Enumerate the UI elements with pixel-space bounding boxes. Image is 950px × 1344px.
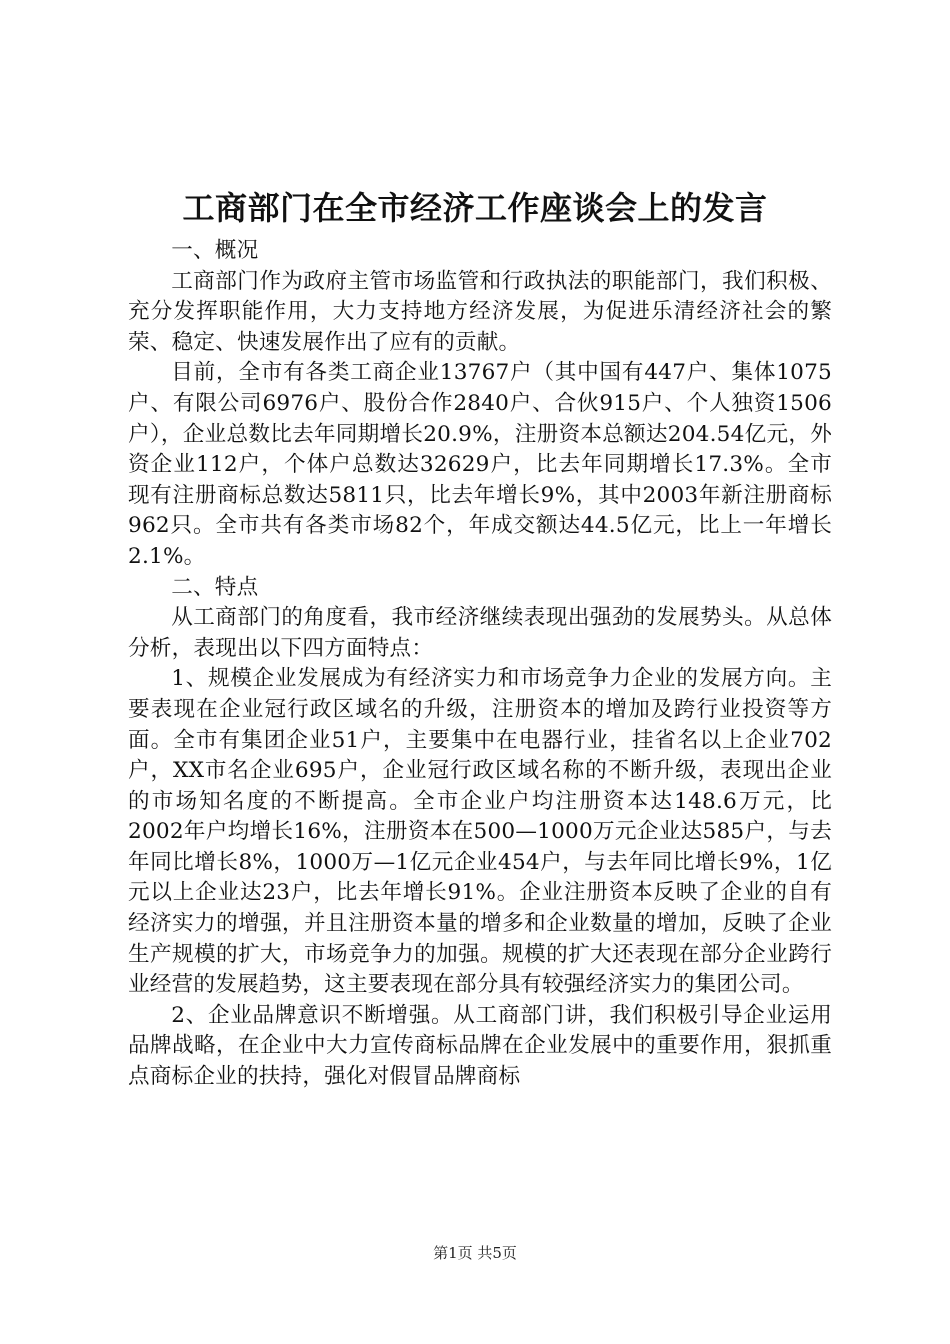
paragraph-feature-2: 2、企业品牌意识不断增强。从工商部门讲，我们积极引导企业运用品牌战略，在企业中大力宣传商标品牌在企业发展中的重要作用，狠抓重点商标企业的扶持，强化对假冒品牌商标 <box>128 1002 832 1090</box>
document-title: 工商部门在全市经济工作座谈会上的发言 <box>182 189 768 227</box>
document-body <box>128 236 832 1093</box>
section-heading-overview: 一、概况 <box>171 238 259 263</box>
section-heading-features: 二、特点 <box>171 574 259 600</box>
paragraph-intro: 工商部门作为政府主管市场监管和行政执法的职能部门，我们积极、充分发挥职能作用，大力支持地方经济发展，为促进乐清经济社会的繁荣、稳定、快速发展作出了应有的贡献。 <box>128 268 832 355</box>
paragraph-statistics: 目前，全市有各类工商企业13767户（其中国有447户、集体1075户、有限公司6976户、股份合作2840户、合伙915户、个人独资1506户），企业总数比去年同期增长20.9%，注册资本总额达204.54亿元，外资企业112户，个体户总数达32629户，比去年同期增长17.3%。全市现有注册商标总数达5811只，比去年增长9%，其中2003年新注册商标962只。全市共有各类市场82个，年成交额达44.5亿元，比上一年增长2.1%。 <box>128 360 832 569</box>
paragraph-features-intro: 从工商部门的角度看，我市经济继续表现出强劲的发展势头。从总体分析，表现出以下四方面特点： <box>128 605 832 661</box>
page-footer: 第1页 共5页 <box>433 1244 517 1262</box>
paragraph-feature-1: 1、规模企业发展成为有经济实力和市场竞争力企业的发展方向。主要表现在企业冠行政区域名的升级，注册资本的增加及跨行业投资等方面。全市有集团企业51户，主要集中在电器行业，挂省名以上企业702户，XX市名企业695户，企业冠行政区域名称的不断升级，表现出企业的市场知名度的不断提高。全市企业户均注册资本达148.6万元，比2002年户均增长16%，注册资本在500—1000万元企业达585户，与去年同比增长8%，1000万—1亿元企业454户，与去年同比增长9%，1亿元以上企业达23户，比去年增长91%。企业注册资本反映了企业的自有经济实力的增强，并且注册资本量的增多和企业数量的增加，反映了企业生产规模的扩大，市场竞争力的加强。规模的扩大还表现在部分企业跨行业经营的发展趋势，这主要表现在部分具有较强经济实力的集团公司。 <box>128 666 832 998</box>
